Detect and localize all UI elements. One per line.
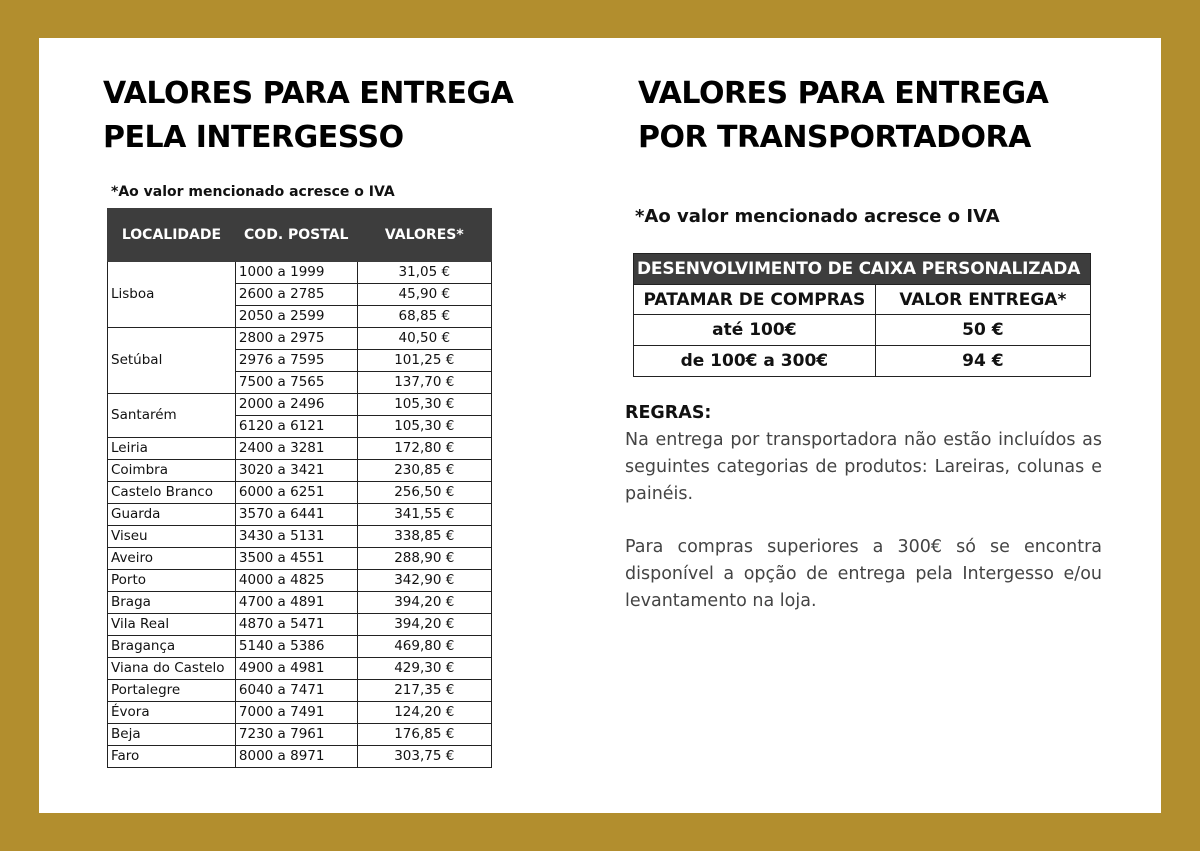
value-cell: 172,80 €	[357, 438, 491, 460]
table-row	[108, 548, 492, 570]
value-cell: 176,85 €	[357, 724, 491, 746]
header-postal-code: COD. POSTAL	[235, 209, 357, 262]
postal-code-cell: 3500 a 4551	[235, 548, 357, 570]
locality-cell: Vila Real	[108, 614, 236, 636]
locality-cell: Bragança	[108, 636, 236, 658]
table-row	[108, 262, 492, 284]
locality-cell: Beja	[108, 724, 236, 746]
postal-code-cell: 2800 a 2975	[235, 328, 357, 350]
table-row	[108, 328, 492, 350]
locality-cell: Porto	[108, 570, 236, 592]
value-cell: 50 €	[875, 315, 1090, 346]
value-cell: 94 €	[875, 346, 1090, 377]
carrier-table-caption: DESENVOLVIMENTO DE CAIXA PERSONALIZADA	[634, 254, 1091, 285]
header-purchase-tier: PATAMAR DE COMPRAS	[634, 285, 876, 315]
tier-cell: até 100€	[634, 315, 876, 346]
left-title-line1: VALORES PARA ENTREGA	[103, 76, 514, 111]
postal-code-cell: 4900 a 4981	[235, 658, 357, 680]
rules-section	[625, 400, 1102, 615]
value-cell: 101,25 €	[357, 350, 491, 372]
postal-code-cell: 5140 a 5386	[235, 636, 357, 658]
postal-code-cell: 7500 a 7565	[235, 372, 357, 394]
rules-paragraph-1: Na entrega por transportadora não estão incluídos as seguintes categorias de produtos: Lareiras, colunas e painéis.	[625, 430, 1102, 504]
locality-cell: Portalegre	[108, 680, 236, 702]
postal-code-cell: 2976 a 7595	[235, 350, 357, 372]
locality-cell: Viana do Castelo	[108, 658, 236, 680]
tier-cell: de 100€ a 300€	[634, 346, 876, 377]
table-row	[108, 702, 492, 724]
postal-code-cell: 7000 a 7491	[235, 702, 357, 724]
right-title	[638, 72, 1048, 160]
postal-code-cell: 3570 a 6441	[235, 504, 357, 526]
value-cell: 217,35 €	[357, 680, 491, 702]
value-cell: 105,30 €	[357, 394, 491, 416]
table-row	[108, 636, 492, 658]
postal-code-cell: 6000 a 6251	[235, 482, 357, 504]
postal-code-cell: 2400 a 3281	[235, 438, 357, 460]
header-delivery-value: VALOR ENTREGA*	[875, 285, 1090, 315]
header-locality: LOCALIDADE	[108, 209, 236, 262]
postal-code-cell: 6120 a 6121	[235, 416, 357, 438]
locality-cell: Faro	[108, 746, 236, 768]
right-title-line1: VALORES PARA ENTREGA	[638, 76, 1049, 111]
intergesso-delivery-table	[107, 208, 492, 768]
locality-cell: Leiria	[108, 438, 236, 460]
value-cell: 68,85 €	[357, 306, 491, 328]
postal-code-cell: 1000 a 1999	[235, 262, 357, 284]
locality-cell: Lisboa	[108, 262, 236, 328]
table-row	[634, 346, 1091, 377]
locality-cell: Évora	[108, 702, 236, 724]
table-row	[108, 460, 492, 482]
table-row	[108, 724, 492, 746]
value-cell: 31,05 €	[357, 262, 491, 284]
table-row	[108, 614, 492, 636]
value-cell: 341,55 €	[357, 504, 491, 526]
value-cell: 342,90 €	[357, 570, 491, 592]
carrier-caption-row	[634, 254, 1091, 285]
carrier-delivery-table	[633, 253, 1091, 377]
value-cell: 45,90 €	[357, 284, 491, 306]
value-cell: 394,20 €	[357, 614, 491, 636]
table-row	[108, 482, 492, 504]
table-row	[108, 526, 492, 548]
postal-code-cell: 2000 a 2496	[235, 394, 357, 416]
postal-code-cell: 7230 a 7961	[235, 724, 357, 746]
header-values: VALORES*	[357, 209, 491, 262]
intergesso-table-body	[108, 262, 492, 768]
right-vat-note: *Ao valor mencionado acresce o IVA	[635, 206, 1000, 227]
table-row	[634, 315, 1091, 346]
left-vat-note: *Ao valor mencionado acresce o IVA	[111, 184, 395, 200]
carrier-header-row	[634, 285, 1091, 315]
value-cell: 288,90 €	[357, 548, 491, 570]
table-row	[108, 746, 492, 768]
value-cell: 303,75 €	[357, 746, 491, 768]
value-cell: 394,20 €	[357, 592, 491, 614]
table-row	[108, 438, 492, 460]
postal-code-cell: 4700 a 4891	[235, 592, 357, 614]
value-cell: 429,30 €	[357, 658, 491, 680]
rules-paragraph-2: Para compras superiores a 300€ só se encontra disponível a opção de entrega pela Intergesso e/ou levantamento na loja.	[625, 537, 1102, 611]
table-row	[108, 680, 492, 702]
locality-cell: Castelo Branco	[108, 482, 236, 504]
table-row	[108, 570, 492, 592]
postal-code-cell: 2050 a 2599	[235, 306, 357, 328]
locality-cell: Viseu	[108, 526, 236, 548]
value-cell: 124,20 €	[357, 702, 491, 724]
postal-code-cell: 3430 a 5131	[235, 526, 357, 548]
locality-cell: Aveiro	[108, 548, 236, 570]
locality-cell: Braga	[108, 592, 236, 614]
document-sheet	[39, 38, 1161, 813]
value-cell: 256,50 €	[357, 482, 491, 504]
table-row	[108, 504, 492, 526]
value-cell: 40,50 €	[357, 328, 491, 350]
locality-cell: Setúbal	[108, 328, 236, 394]
value-cell: 105,30 €	[357, 416, 491, 438]
postal-code-cell: 4870 a 5471	[235, 614, 357, 636]
locality-cell: Coimbra	[108, 460, 236, 482]
postal-code-cell: 8000 a 8971	[235, 746, 357, 768]
rules-title: REGRAS:	[625, 403, 712, 423]
right-title-line2: POR TRANSPORTADORA	[638, 120, 1031, 155]
postal-code-cell: 2600 a 2785	[235, 284, 357, 306]
value-cell: 469,80 €	[357, 636, 491, 658]
value-cell: 230,85 €	[357, 460, 491, 482]
value-cell: 338,85 €	[357, 526, 491, 548]
left-title	[103, 72, 513, 160]
postal-code-cell: 6040 a 7471	[235, 680, 357, 702]
left-title-line2: PELA INTERGESSO	[103, 120, 404, 155]
table-header-row	[108, 209, 492, 262]
locality-cell: Santarém	[108, 394, 236, 438]
table-row	[108, 394, 492, 416]
postal-code-cell: 3020 a 3421	[235, 460, 357, 482]
value-cell: 137,70 €	[357, 372, 491, 394]
postal-code-cell: 4000 a 4825	[235, 570, 357, 592]
table-row	[108, 592, 492, 614]
table-row	[108, 658, 492, 680]
locality-cell: Guarda	[108, 504, 236, 526]
